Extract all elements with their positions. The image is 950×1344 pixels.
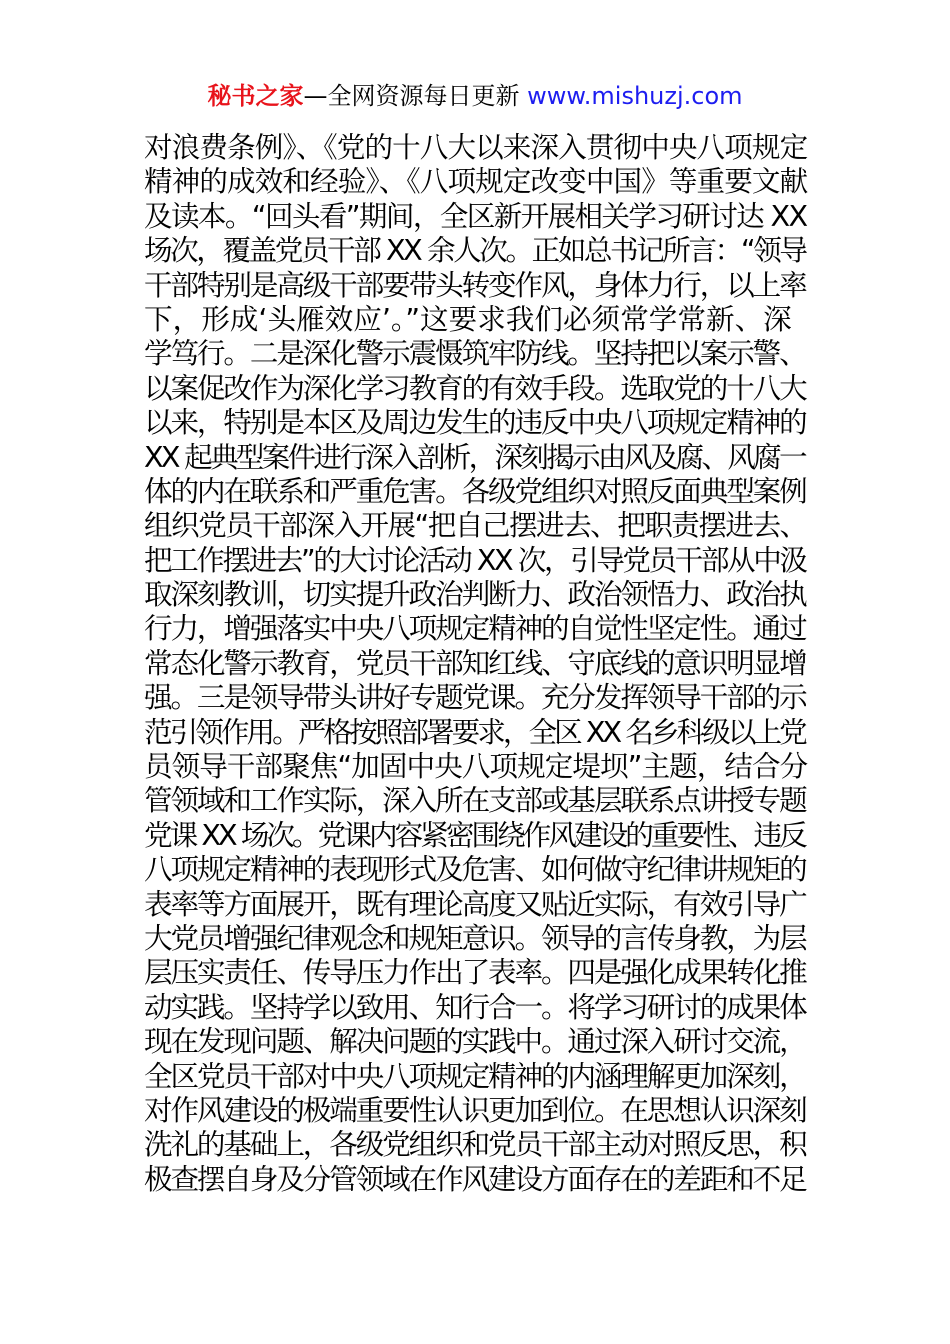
body-text-line: XX 起典型案件进行深入剖析，深刻揭示由风及腐、风腐一: [144, 439, 805, 474]
body-text-line: 常态化警示教育，党员干部知红线、守底线的意识明显增: [144, 645, 806, 680]
body-text-line: 组织党员干部深入开展“把自己摆进去、把职责摆进去、: [144, 508, 807, 543]
body-text-line: 干部特别是高级干部要带头转变作风，身体力行，以上率: [144, 267, 806, 302]
body-text-line: 大党员增强纪律观念和规矩意识。领导的言传身教，为层: [144, 920, 806, 955]
body-text-line: 现在发现问题、解决问题的实践中。通过深入研讨交流，: [144, 1024, 806, 1059]
brand-name: 秘书之家: [207, 82, 304, 110]
site-header: [0, 80, 950, 112]
body-text-line: 表率等方面展开，既有理论高度又贴近实际，有效引导广: [144, 886, 806, 921]
body-text-line: 洗礼的基础上，各级党组织和党员干部主动对照反思，积: [144, 1127, 806, 1162]
body-text-line: 动实践。坚持学以致用、知行合一。将学习研讨的成果体: [144, 989, 806, 1024]
document-body: [144, 130, 808, 1196]
body-text-line: 把工作摆进去”的大讨论活动 XX 次，引导党员干部从中汲: [144, 542, 806, 577]
site-url-link[interactable]: www.mishuzj.com: [519, 82, 743, 110]
header-tagline: —全网资源每日更新: [303, 82, 520, 110]
body-text-line: 员领导干部聚焦“加固中央八项规定堤坝”主题，结合分: [144, 749, 808, 784]
body-text-line: 八项规定精神的表现形式及危害、如何做守纪律讲规矩的: [144, 852, 806, 887]
body-text-line: 以来，特别是本区及周边发生的违反中央八项规定精神的: [144, 405, 806, 440]
body-text-line: 下，形成‘头雁效应’。”这要求我们必须常学常新、深: [144, 301, 792, 336]
body-text-line: 对浪费条例》、《党的十八大以来深入贯彻中央八项规定: [144, 130, 808, 164]
body-text-line: 党课 XX 场次。党课内容紧密围绕作风建设的重要性、违反: [144, 817, 805, 852]
body-text-line: 极查摆自身及分管领域在作风建设方面存在的差距和不足: [144, 1161, 806, 1196]
body-text-line: 取深刻教训，切实提升政治判断力、政治领悟力、政治执: [144, 577, 806, 612]
body-text-line: 行力，增强落实中央八项规定精神的自觉性坚定性。通过: [144, 611, 806, 646]
body-text-line: 层压实责任、传导压力作出了表率。四是强化成果转化推: [144, 955, 806, 990]
body-text-line: 体的内在联系和严重危害。各级党组织对照反面典型案例: [144, 473, 806, 508]
body-text-line: 范引领作用。严格按照部署要求，全区 XX 名乡科级以上党: [144, 714, 805, 749]
body-text-line: 精神的成效和经验》、《八项规定改变中国》等重要文献: [144, 164, 808, 199]
body-text-line: 管领域和工作实际，深入所在支部或基层联系点讲授专题: [144, 783, 806, 818]
body-text-line: 场次，覆盖党员干部 XX 余人次。正如总书记所言：“领导: [144, 233, 806, 268]
body-text-line: 学笃行。二是深化警示震慑筑牢防线。坚持把以案示警、: [144, 336, 806, 371]
body-text-line: 全区党员干部对中央八项规定精神的内涵理解更加深刻，: [144, 1058, 806, 1093]
body-text-line: 及读本。“回头看”期间，全区新开展相关学习研讨达 XX: [144, 198, 807, 233]
body-text-line: 以案促改作为深化学习教育的有效手段。选取党的十八大: [144, 370, 806, 405]
body-text-line: 对作风建设的极端重要性认识更加到位。在思想认识深刻: [144, 1092, 806, 1127]
body-text-line: 强。三是领导带头讲好专题党课。充分发挥领导干部的示: [144, 680, 806, 715]
